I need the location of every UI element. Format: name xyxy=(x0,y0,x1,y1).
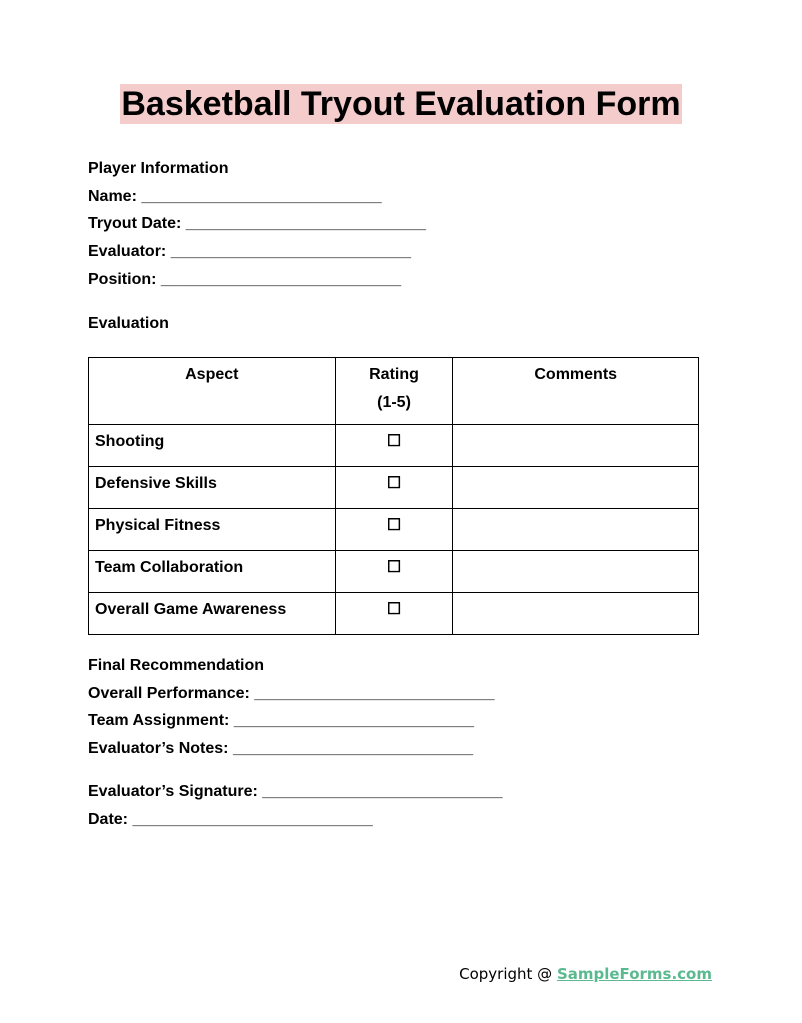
comments-header: Comments xyxy=(453,358,699,425)
comments-cell[interactable] xyxy=(453,467,699,509)
field-blank[interactable]: ___________________________ xyxy=(262,783,503,800)
rating-cell xyxy=(335,551,453,593)
aspect-cell: Physical Fitness xyxy=(89,509,336,551)
rating-checkbox[interactable]: ☐ xyxy=(386,559,402,576)
comments-cell[interactable] xyxy=(453,593,699,635)
field-label: Tryout Date: xyxy=(88,215,182,233)
rating-cell xyxy=(335,467,453,509)
rating-header-label: Rating xyxy=(369,366,419,383)
page-title: Basketball Tryout Evaluation Form xyxy=(121,85,681,123)
rating-cell xyxy=(335,593,453,635)
field-blank[interactable]: ___________________________ xyxy=(141,187,382,205)
rating-cell xyxy=(335,509,453,551)
field-label: Team Assignment: xyxy=(88,712,230,730)
evaluator-signature-field[interactable] xyxy=(88,778,503,806)
section-heading: Final Recommendation xyxy=(88,657,265,674)
evaluation-table xyxy=(88,357,699,635)
field-label: Overall Performance: xyxy=(88,684,250,702)
evaluator-field[interactable] xyxy=(88,238,426,266)
aspect-cell: Defensive Skills xyxy=(89,467,336,509)
comments-cell[interactable] xyxy=(453,551,699,593)
table-row xyxy=(89,593,699,635)
position-field[interactable] xyxy=(88,266,426,294)
table-row xyxy=(89,551,699,593)
rating-header-range: (1-5) xyxy=(377,394,411,411)
rating-checkbox[interactable]: ☐ xyxy=(386,601,402,618)
field-blank[interactable]: ___________________________ xyxy=(170,243,411,261)
field-label: Evaluator’s Signature: xyxy=(88,783,258,800)
field-blank[interactable]: ___________________________ xyxy=(185,215,427,233)
player-information-section xyxy=(88,155,426,293)
table-header-row xyxy=(89,358,699,425)
aspect-header: Aspect xyxy=(89,358,336,425)
name-field[interactable] xyxy=(88,183,426,211)
evaluator-notes-field[interactable] xyxy=(88,735,495,763)
section-heading: Evaluation xyxy=(88,315,169,332)
aspect-cell: Team Collaboration xyxy=(89,551,336,593)
rating-checkbox[interactable]: ☐ xyxy=(386,475,402,492)
aspect-cell: Overall Game Awareness xyxy=(89,593,336,635)
table-row xyxy=(89,467,699,509)
field-label: Position: xyxy=(88,270,157,288)
field-label: Name: xyxy=(88,187,137,205)
comments-cell[interactable] xyxy=(453,425,699,467)
aspect-cell: Shooting xyxy=(89,425,336,467)
table-row xyxy=(89,425,699,467)
signature-section xyxy=(88,778,503,833)
title-container xyxy=(0,84,802,124)
table-row xyxy=(89,509,699,551)
date-field[interactable] xyxy=(88,806,503,834)
field-blank[interactable]: ___________________________ xyxy=(233,712,475,730)
evaluation-heading-block xyxy=(88,310,169,338)
field-blank[interactable]: ___________________________ xyxy=(160,270,402,288)
field-blank[interactable]: ___________________________ xyxy=(254,684,495,702)
field-blank[interactable]: ___________________________ xyxy=(132,810,373,828)
rating-cell xyxy=(335,425,453,467)
final-recommendation-section xyxy=(88,652,495,763)
rating-checkbox[interactable]: ☐ xyxy=(386,517,402,534)
rating-checkbox[interactable]: ☐ xyxy=(386,433,402,450)
sampleforms-link[interactable]: SampleForms.com xyxy=(556,965,712,983)
copyright-footer xyxy=(459,965,712,983)
field-label: Evaluator’s Notes: xyxy=(88,740,229,758)
section-heading: Player Information xyxy=(88,160,229,177)
team-assignment-field[interactable] xyxy=(88,707,495,735)
copyright-text: Copyright @ xyxy=(459,965,557,983)
rating-header xyxy=(335,358,453,425)
field-label: Date: xyxy=(88,810,129,828)
field-label: Evaluator: xyxy=(88,243,167,261)
overall-performance-field[interactable] xyxy=(88,680,495,708)
comments-cell[interactable] xyxy=(453,509,699,551)
field-blank[interactable]: ___________________________ xyxy=(232,740,474,758)
tryout-date-field[interactable] xyxy=(88,210,426,238)
